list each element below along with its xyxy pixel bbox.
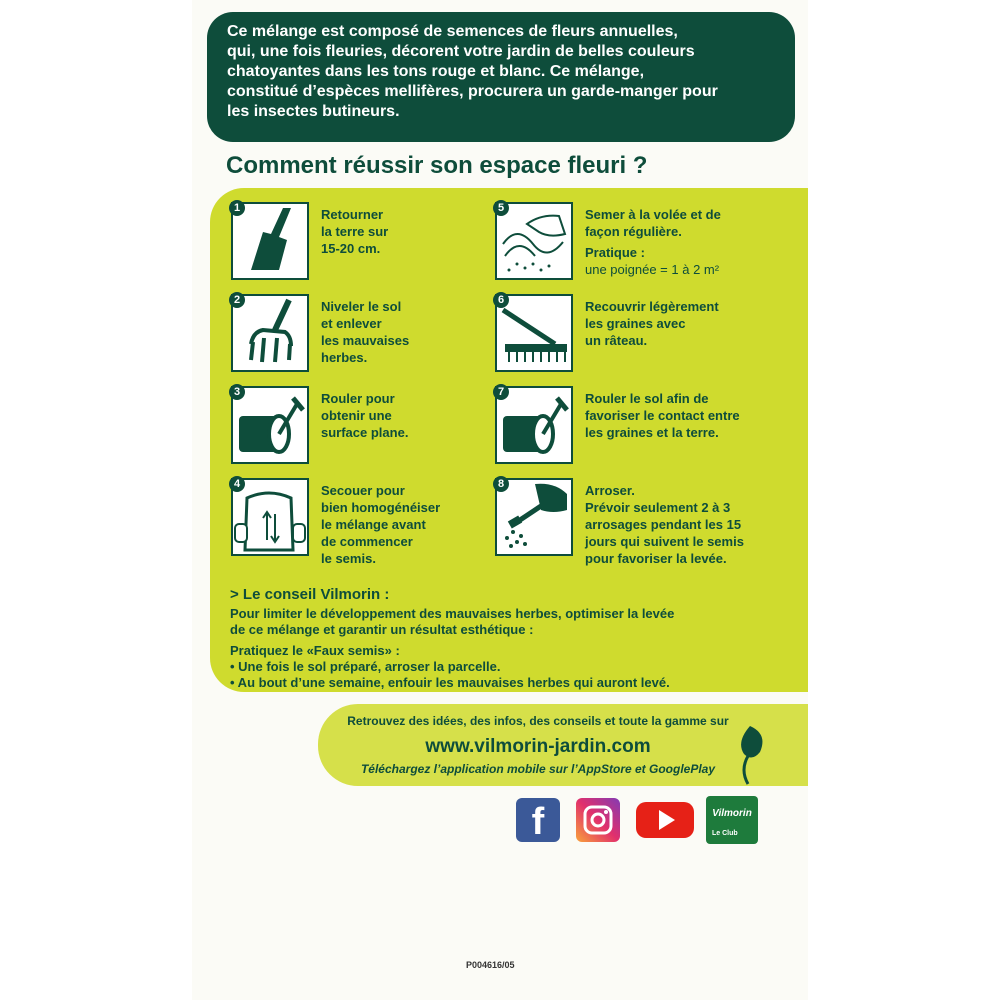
website-intro: Retrouvez des idées, des infos, des conseils et toute la gamme sur — [347, 714, 729, 728]
tip-bullet: • Une fois le sol préparé, arroser la parcelle. — [230, 659, 501, 674]
vilmorin-club-text: Le Club — [712, 830, 738, 837]
rake-icon — [495, 294, 573, 372]
product-code: P004616/05 — [466, 960, 515, 970]
step-text: Niveler le sol et enlever les mauvaises herbes. — [321, 299, 410, 365]
intro-box — [207, 12, 795, 142]
tip-subheading: Pratiquez le «Faux semis» : — [230, 643, 400, 658]
tip-heading: > Le conseil Vilmorin : — [230, 586, 390, 603]
step-number: 4 — [229, 476, 245, 492]
step-number: 1 — [229, 200, 245, 216]
instagram-icon[interactable] — [576, 798, 620, 842]
website-link[interactable]: www.vilmorin-jardin.com — [425, 736, 651, 757]
step-text: Rouler le sol afin de favoriser le contact entre les graines et la terre. — [585, 391, 740, 440]
tip-body — [230, 606, 674, 691]
fork-icon — [231, 294, 309, 372]
step-number: 7 — [493, 384, 509, 400]
tip-intro-line: Pour limiter le développement des mauvaises herbes, optimiser la levée — [230, 606, 675, 621]
intro-line: les insectes butineurs. — [227, 103, 400, 120]
step-number: 5 — [493, 200, 509, 216]
intro-line: chatoyantes dans les tons rouge et blanc. Ce mélange, — [227, 63, 645, 80]
step-text: Secouer pour bien homogénéiser le mélange avant de commencer le semis. — [321, 483, 441, 566]
sowing-hand-icon — [495, 202, 573, 280]
step-number: 3 — [229, 384, 245, 400]
step-text: Semer à la volée et de façon régulière. Pratique : une poignée = 1 à 2 m² — [585, 207, 721, 277]
section-title: Comment réussir son espace fleuri ? — [226, 152, 648, 179]
youtube-icon[interactable] — [636, 798, 680, 842]
step-number: 6 — [493, 292, 509, 308]
step-text: Retourner la terre sur 15-20 cm. — [321, 207, 389, 256]
watering-can-icon — [495, 478, 573, 556]
tip-bullet: • Au bout d’une semaine, enfouir les mauvaises herbes qui auront levé. — [230, 675, 670, 690]
step-number: 2 — [229, 292, 245, 308]
roller-icon — [231, 386, 309, 464]
intro-line: Ce mélange est composé de semences de fleurs annuelles, — [227, 23, 678, 40]
intro-line: constitué d’espèces mellifères, procurera un garde-manger pour — [227, 83, 718, 100]
leaf-icon — [730, 722, 770, 786]
shake-bag-icon — [231, 478, 309, 556]
step-text: Arroser. Prévoir seulement 2 à 3 arrosages pendant les 15 jours qui suivent le semis pour favoriser la levée. — [585, 483, 744, 566]
spade-icon — [231, 202, 309, 280]
app-download-text: Téléchargez l’application mobile sur l’AppStore et GooglePlay — [360, 762, 716, 776]
intro-line: qui, une fois fleuries, décorent votre jardin de belles couleurs — [227, 43, 695, 60]
step-text: Rouler pour obtenir une surface plane. — [321, 391, 409, 440]
vilmorin-logo-text: Vilmorin — [712, 808, 752, 819]
vilmorin-club-logo[interactable] — [706, 796, 758, 844]
roller-icon — [495, 386, 573, 464]
facebook-icon[interactable]: f — [516, 798, 560, 842]
step-text: Recouvrir légèrement les graines avec un râteau. — [585, 299, 719, 348]
step-number: 8 — [493, 476, 509, 492]
tip-intro-line: de ce mélange et garantir un résultat esthétique : — [230, 622, 534, 637]
